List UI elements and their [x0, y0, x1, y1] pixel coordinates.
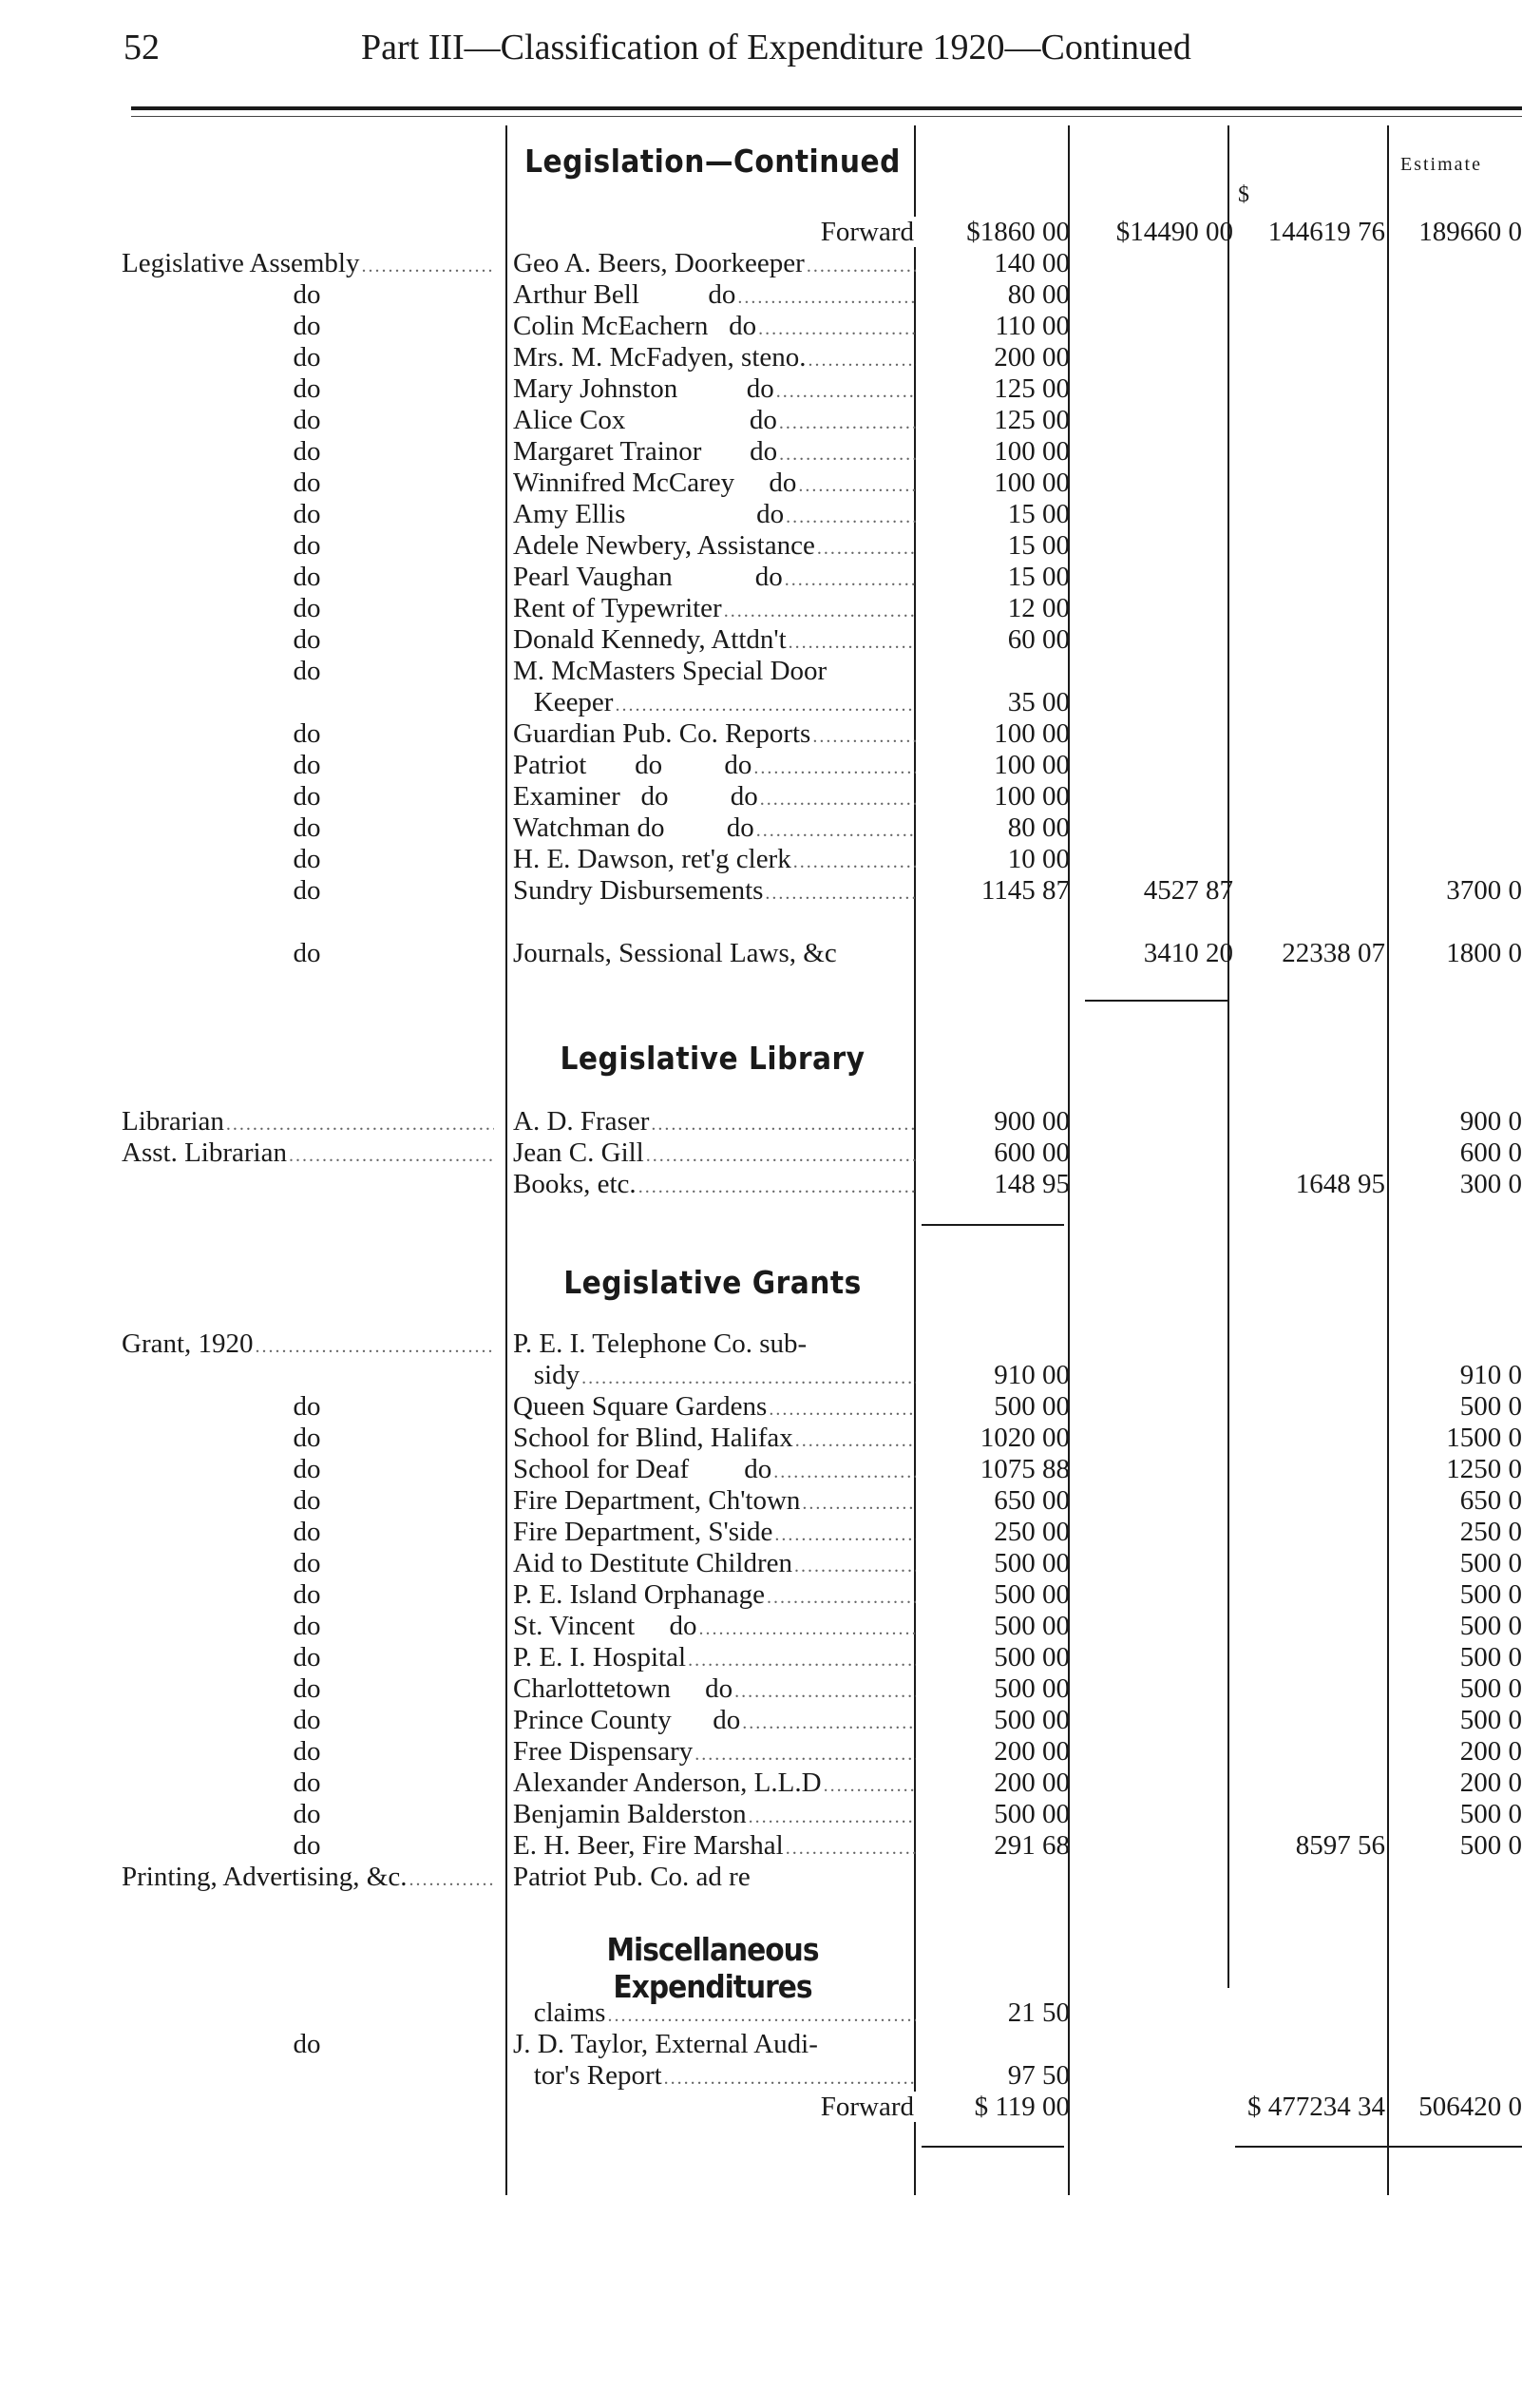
amount-a1: 125 00 [994, 405, 1070, 435]
row-payee: Examiner do do ..... [513, 781, 916, 814]
sum-rule [1085, 1000, 1227, 1002]
section-title-misc: Miscellaneous Expenditures [606, 1931, 819, 2005]
amount-a4: 250 0 [1459, 1517, 1522, 1547]
amount-a1: 910 00 [994, 1360, 1070, 1390]
ledger-row [0, 1360, 1522, 1390]
row-payee: Pearl Vaughan do ..... [513, 562, 916, 595]
row-label: do [293, 875, 321, 906]
ledger-row [0, 1391, 1522, 1422]
row-label: do [293, 1830, 321, 1861]
amount-a1: 35 00 [1007, 687, 1070, 717]
row-label: do [293, 593, 321, 623]
row-label: do [293, 718, 321, 749]
ledger-row [0, 1830, 1522, 1861]
row-payee: Adele Newbery, Assistance ..... [513, 530, 916, 564]
row-label: do [293, 2029, 321, 2059]
amount-a4: 910 0 [1459, 1360, 1522, 1390]
amount-a2: 4527 87 [1143, 875, 1233, 906]
row-payee: Fire Department, S'side ..... [513, 1517, 916, 1550]
row-label: do [293, 373, 321, 404]
row-payee: Patriot Pub. Co. ad re [513, 1862, 751, 1892]
ledger-row [0, 2060, 1522, 2091]
amount-a1: 650 00 [994, 1485, 1070, 1516]
row-label: do [293, 844, 321, 874]
amount-a1: 100 00 [994, 718, 1070, 749]
sum-rule [922, 2146, 1064, 2148]
row-label: do [293, 1485, 321, 1516]
amount-a1: 100 00 [994, 781, 1070, 812]
row-payee: claims ..... [513, 1997, 916, 2031]
ledger-row [0, 1997, 1522, 2028]
amount-a1: 12 00 [1007, 593, 1070, 623]
ledger-row [0, 499, 1522, 529]
row-label: do [293, 1517, 321, 1547]
amount-a1: 500 00 [994, 1673, 1070, 1704]
amount-a4: 1250 0 [1446, 1454, 1522, 1484]
page-header [124, 27, 1359, 84]
amount-a1: $ 119 00 [974, 2092, 1070, 2122]
row-payee: A. D. Fraser ..... [513, 1106, 916, 1139]
ledger-row [0, 750, 1522, 780]
ledger-row [0, 1736, 1522, 1767]
row-label: do [293, 1423, 321, 1453]
amount-a1: 15 00 [1007, 530, 1070, 561]
row-label: Legislative Assembly ..... [122, 248, 494, 281]
row-label: do [293, 468, 321, 498]
row-label: Grant, 1920 ..... [122, 1328, 494, 1362]
row-label: do [293, 656, 321, 686]
amount-a4: 500 0 [1459, 1705, 1522, 1735]
row-payee: Watchman do do ..... [513, 812, 916, 846]
ledger-row [0, 1579, 1522, 1610]
row-label: do [293, 750, 321, 780]
amount-a2: 3410 20 [1143, 938, 1233, 968]
row-label: do [293, 812, 321, 843]
row-label: do [293, 311, 321, 341]
ledger-row [0, 311, 1522, 341]
ledger-row [0, 1485, 1522, 1516]
amount-a1: 200 00 [994, 1736, 1070, 1767]
ledger-row [0, 217, 1522, 247]
row-payee: Geo A. Beers, Doorkeeper ..... [513, 248, 916, 281]
row-payee: Alice Cox do ..... [513, 405, 916, 438]
ledger-row [0, 844, 1522, 874]
row-label: do [293, 938, 321, 968]
row-label: do [293, 436, 321, 467]
row-label: do [293, 1454, 321, 1484]
row-payee: Books, etc. ..... [513, 1169, 916, 1202]
row-label: do [293, 1391, 321, 1422]
amount-a1: 500 00 [994, 1391, 1070, 1422]
amount-a1: 291 68 [994, 1830, 1070, 1861]
ledger-row [0, 656, 1522, 686]
row-payee: St. Vincent do ..... [513, 1611, 916, 1644]
amount-a4: 200 0 [1459, 1736, 1522, 1767]
ledger-row [0, 1423, 1522, 1453]
amount-a2: $14490 00 [1115, 217, 1233, 247]
ledger-row [0, 593, 1522, 623]
amount-a1: 500 00 [994, 1579, 1070, 1610]
row-label: do [293, 405, 321, 435]
row-payee: School for Deaf do ..... [513, 1454, 916, 1487]
row-payee: Winnifred McCarey do ..... [513, 468, 916, 501]
amount-a4: 1500 0 [1446, 1423, 1522, 1453]
amount-a1: 1145 87 [980, 875, 1070, 906]
row-label: do [293, 530, 321, 561]
row-label [122, 1997, 494, 2028]
amount-a4: 500 0 [1459, 1391, 1522, 1422]
ledger-row [0, 562, 1522, 592]
amount-a3: 1648 95 [1295, 1169, 1385, 1199]
ledger-row [0, 373, 1522, 404]
row-payee: Journals, Sessional Laws, &c [513, 938, 837, 968]
row-payee: Benjamin Balderston ..... [513, 1799, 916, 1832]
amount-a4: 3700 0 [1446, 875, 1522, 906]
row-label [122, 2060, 494, 2091]
row-payee: tor's Report ..... [513, 2060, 916, 2093]
row-label [122, 2092, 494, 2122]
row-label [122, 1360, 494, 1390]
amount-a4: 500 0 [1459, 1611, 1522, 1641]
amount-a1: 200 00 [994, 1768, 1070, 1798]
row-payee: Mrs. M. McFadyen, steno. ..... [513, 342, 916, 375]
row-payee: Forward [820, 2092, 914, 2122]
row-payee: Forward [820, 217, 914, 247]
row-payee: Amy Ellis do ..... [513, 499, 916, 532]
row-payee: Arthur Bell do ..... [513, 279, 916, 313]
ledger-row [0, 530, 1522, 561]
row-payee: E. H. Beer, Fire Marshal ..... [513, 1830, 916, 1863]
section-title-grants: Legislative Grants [563, 1264, 862, 1301]
row-label: do [293, 1799, 321, 1829]
amount-a1: 140 00 [994, 248, 1070, 278]
amount-a3: 22338 07 [1282, 938, 1385, 968]
ledger-row [0, 812, 1522, 843]
row-label: do [293, 1673, 321, 1704]
row-label: Asst. Librarian ..... [122, 1137, 494, 1171]
ledger-row [0, 1768, 1522, 1798]
ledger-row [0, 1169, 1522, 1199]
amount-a3: 144619 76 [1267, 217, 1385, 247]
amount-a3: 8597 56 [1295, 1830, 1385, 1861]
ledger-row [0, 1454, 1522, 1484]
row-label: do [293, 781, 321, 812]
row-payee: Prince County do ..... [513, 1705, 916, 1738]
row-label: do [293, 562, 321, 592]
sum-rule [922, 1224, 1064, 1226]
ledger-row [0, 1642, 1522, 1672]
amount-a1: 500 00 [994, 1799, 1070, 1829]
ledger-row [0, 718, 1522, 749]
ledger-row [0, 1548, 1522, 1578]
amount-a4: 300 0 [1459, 1169, 1522, 1199]
row-label: do [293, 1579, 321, 1610]
amount-a1: 148 95 [994, 1169, 1070, 1199]
ledger-row [0, 2029, 1522, 2059]
amount-a1: 80 00 [1007, 812, 1070, 843]
row-label: do [293, 499, 321, 529]
row-label: do [293, 1736, 321, 1767]
amount-a1: 60 00 [1007, 624, 1070, 655]
amount-a4: 1800 0 [1446, 938, 1522, 968]
ledger-row [0, 468, 1522, 498]
ledger-row [0, 1106, 1522, 1137]
ledger-row [0, 781, 1522, 812]
row-payee: P. E. I. Hospital ..... [513, 1642, 916, 1675]
ledger-row [0, 405, 1522, 435]
amount-a1: 100 00 [994, 468, 1070, 498]
ledger-row [0, 436, 1522, 467]
amount-a1: 100 00 [994, 436, 1070, 467]
row-label: Printing, Advertising, &c. ..... [122, 1862, 494, 1895]
row-payee: School for Blind, Halifax ..... [513, 1423, 916, 1456]
ledger-row [0, 875, 1522, 906]
amount-a1: 500 00 [994, 1642, 1070, 1672]
amount-a4: 900 0 [1459, 1106, 1522, 1137]
header-rule-thin [131, 116, 1522, 117]
amount-a1: 110 00 [995, 311, 1070, 341]
row-payee: Aid to Destitute Children ..... [513, 1548, 916, 1581]
amount-a4: 506420 0 [1418, 2092, 1522, 2122]
row-label [122, 1169, 494, 1199]
amount-a4: 600 0 [1459, 1137, 1522, 1168]
row-payee: Queen Square Gardens ..... [513, 1391, 916, 1424]
row-payee: Margaret Trainor do ..... [513, 436, 916, 469]
section-title-library: Legislative Library [560, 1040, 866, 1077]
amount-a1: 21 50 [1007, 1997, 1070, 2028]
amount-a1: $1860 00 [966, 217, 1070, 247]
amount-a3: $ 477234 34 [1247, 2092, 1385, 2122]
amount-a1: 500 00 [994, 1705, 1070, 1735]
amount-a1: 500 00 [994, 1611, 1070, 1641]
ledger-row [0, 248, 1522, 278]
ledger-row [0, 1137, 1522, 1168]
section-title-legislation: Legislation—Continued [524, 143, 901, 180]
page-title: Part III—Classification of Expenditure 1920—Continued [361, 28, 1191, 67]
row-payee: Mary Johnston do ..... [513, 373, 916, 407]
amount-a1: 200 00 [994, 342, 1070, 373]
row-payee: Guardian Pub. Co. Reports ..... [513, 718, 916, 752]
amount-a1: 80 00 [1007, 279, 1070, 310]
ledger-row [0, 938, 1522, 968]
row-payee: H. E. Dawson, ret'g clerk ..... [513, 844, 916, 877]
amount-a4: 200 0 [1459, 1768, 1522, 1798]
header-rule [131, 106, 1522, 110]
row-payee: Charlottetown do ..... [513, 1673, 916, 1707]
amount-a1: 15 00 [1007, 562, 1070, 592]
ledger-row [0, 687, 1522, 717]
ledger-row [0, 2092, 1522, 2122]
row-label: do [293, 1768, 321, 1798]
row-payee: J. D. Taylor, External Audi- [513, 2029, 818, 2059]
row-label: Librarian ..... [122, 1106, 494, 1139]
row-label: do [293, 1611, 321, 1641]
amount-a4: 500 0 [1459, 1579, 1522, 1610]
row-label: do [293, 1548, 321, 1578]
ledger-row [0, 624, 1522, 655]
estimate-column-head: Estimate [1400, 154, 1482, 175]
row-label [122, 217, 494, 247]
row-payee: Free Dispensary ..... [513, 1736, 916, 1769]
row-payee: Rent of Typewriter ..... [513, 593, 916, 626]
row-payee: P. E. Island Orphanage ..... [513, 1579, 916, 1613]
row-payee: Donald Kennedy, Attdn't ..... [513, 624, 916, 658]
sum-rule [1235, 2146, 1522, 2148]
amount-a1: 100 00 [994, 750, 1070, 780]
amount-a1: 1075 88 [980, 1454, 1070, 1484]
row-payee: Colin McEachern do ..... [513, 311, 916, 344]
row-payee: M. McMasters Special Door [513, 656, 828, 686]
ledger-row [0, 1862, 1522, 1892]
amount-a1: 500 00 [994, 1548, 1070, 1578]
row-label: do [293, 1705, 321, 1735]
amount-a1: 15 00 [1007, 499, 1070, 529]
ledger-row [0, 1611, 1522, 1641]
row-payee: Keeper ..... [513, 687, 916, 720]
ledger-row [0, 1517, 1522, 1547]
dollar-mark: $ [1238, 182, 1249, 207]
ledger-row [0, 1705, 1522, 1735]
amount-a4: 189660 0 [1418, 217, 1522, 247]
amount-a1: 125 00 [994, 373, 1070, 404]
amount-a1: 97 50 [1007, 2060, 1070, 2091]
ledger-row [0, 342, 1522, 373]
amount-a4: 500 0 [1459, 1799, 1522, 1829]
row-label: do [293, 279, 321, 310]
row-payee: Jean C. Gill ..... [513, 1137, 916, 1171]
ledger-row [0, 1328, 1522, 1359]
row-payee: Patriot do do ..... [513, 750, 916, 783]
ledger-row [0, 1799, 1522, 1829]
row-label: do [293, 1642, 321, 1672]
amount-a1: 1020 00 [980, 1423, 1070, 1453]
row-payee: Fire Department, Ch'town ..... [513, 1485, 916, 1519]
row-label: do [293, 624, 321, 655]
row-label [122, 687, 494, 717]
amount-a1: 600 00 [994, 1137, 1070, 1168]
amount-a4: 500 0 [1459, 1642, 1522, 1672]
amount-a1: 250 00 [994, 1517, 1070, 1547]
ledger-row [0, 1673, 1522, 1704]
row-label: do [293, 342, 321, 373]
row-payee: Sundry Disbursements ..... [513, 875, 916, 908]
amount-a4: 500 0 [1459, 1673, 1522, 1704]
row-payee: sidy ..... [513, 1360, 916, 1393]
amount-a4: 500 0 [1459, 1830, 1522, 1861]
amount-a4: 500 0 [1459, 1548, 1522, 1578]
amount-a1: 900 00 [994, 1106, 1070, 1137]
page-number: 52 [124, 28, 160, 67]
ledger-row [0, 279, 1522, 310]
amount-a1: 10 00 [1007, 844, 1070, 874]
row-payee: Alexander Anderson, L.L.D ..... [513, 1768, 916, 1801]
amount-a4: 650 0 [1459, 1485, 1522, 1516]
row-payee: P. E. I. Telephone Co. sub- [513, 1328, 808, 1359]
